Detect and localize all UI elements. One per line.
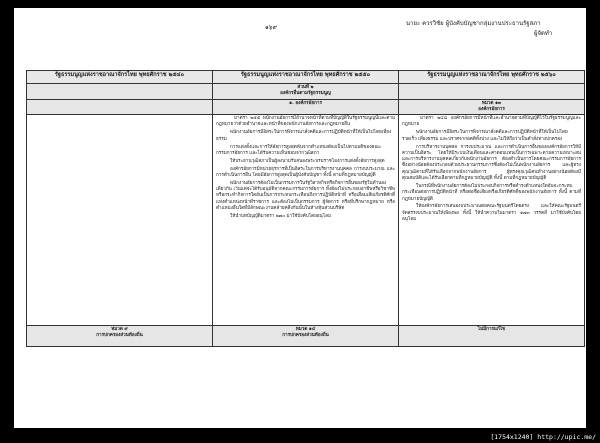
chapter-title: การปกครองส่วนท้องถิ่น xyxy=(96,333,143,339)
part-number: ส่วนที่ ๒ xyxy=(297,85,314,90)
chapter-title: องค์กรอัยการ xyxy=(478,106,505,112)
column-header-row xyxy=(27,71,585,84)
chapter-number: หมวด ๙ xyxy=(111,327,128,333)
part-title: องค์กรอื่นตามรัฐธรรมนูญ xyxy=(280,91,331,97)
document-page xyxy=(14,8,586,428)
paragraph: มาตรา ๒๕๕ พนักงานอัยการมีอำนาจหน้าที่ตามที่บัญญัติในรัฐธรรมนูญนี้และตามกฎหมายว่าด้วยอำนาจและหน้าที่ของพนักงานอัยการและกฎหมายอื่น xyxy=(216,116,395,128)
chapter-heading xyxy=(399,99,585,115)
author-role: ผู้จัดทำ xyxy=(534,30,553,37)
empty-cell xyxy=(399,84,585,100)
column-header-2540: รัฐธรรมนูญแห่งราชอาณาจักรไทย พุทธศักราช ๒๕๔๐ xyxy=(27,71,213,84)
part-heading xyxy=(213,84,399,100)
paragraph: ให้องค์กรอัยการเสนองบประมาณต่อคณะรัฐมนตรีโดยตรง และให้คณะรัฐมนตรีจัดสรรงบประมาณให้เพียงพอ ทั้งนี้ ให้นำความในมาตรา ๑๗๓ วรรคสี่ มาใช้บังคับโดยอนุโลม xyxy=(402,204,581,223)
author-name: นายะ ควรวิชัย ผู้บังคับบัญชากลุ่มงานประธานรัฐสภา xyxy=(406,20,541,27)
paragraph: การบริหารงานบุคคล การงบประมาณ และการดำเนินการอื่นขององค์กรอัยการให้มีความเป็นอิสระ โดยให้มีระบบเงินเดือนและค่าตอบแทนเป็นการเฉพาะตามความเหมาะสม และการบริหารงานบุคคลเกี่ยวกับพนักงานอัยการ ต้องดำเนินการโดยคณะกรรมการอัยการซึ่งอย่างน้อยต้องประกอบด้วยประธานกรรมการซึ่งต้องไม่เป็นพนักงานอัยการ และผู้ทรงคุณวุฒิตามที่ได้รับเลือกจากพนักงานอัยการ ผู้ทรงคุณวุฒิคนทำงานอย่างน้อยต้องมีคุณสมบัติและได้รับเลือกตามที่กฎหมายบัญญัติ ทั้งนี้ ตามที่กฎหมายบัญญัติ xyxy=(402,144,581,182)
footer-left xyxy=(27,326,213,347)
empty-cell xyxy=(27,84,213,100)
column-2560-body xyxy=(399,115,585,326)
sub-heading-row xyxy=(27,99,585,115)
paragraph: พนักงานอัยการมีอิสระในการพิจารณาสั่งคดีและการปฏิบัติหน้าที่ให้เป็นไปโดยเที่ยงธรรม xyxy=(216,130,392,142)
footer-right: ไม่มีการแก้ไข xyxy=(399,326,585,347)
paragraph: ในกรณีที่พนักงานอัยการต้องไม่ประกอบกิจการหรือดำรงตำแหน่งใดอันจะกระทบกระเทือนต่อการปฏิบัติหน้าที่ หรือต่อชื่อเสียงหรือเกียรติศักดิ์ของพนักงานอัยการ ทั้งนี้ ตามที่กฎหมายบัญญัติ xyxy=(402,183,581,202)
chapter-number: หมวด ๑๔ xyxy=(295,327,316,333)
column-header-2550: รัฐธรรมนูญแห่งราชอาณาจักรไทย พุทธศักราช ๒๕๕๐ xyxy=(213,71,399,84)
paragraph: ให้นำบทบัญญัติมาตรา ๒๗๐ มาใช้บังคับโดยอนุโลม xyxy=(230,213,331,219)
paragraph: การแต่งตั้งและการให้อัยการสูงสุดพ้นจากตำแหน่งต้องเป็นไปตามมติของคณะกรรมการอัยการ และได้รับความเห็นชอบจากวุฒิสภา xyxy=(216,144,382,156)
paragraph: ให้ประธานวุฒิสภาเป็นผู้ลงนามรับสนองพระบรมราชโองการแต่งตั้งอัยการสูงสุด xyxy=(230,158,385,164)
footer-mid xyxy=(213,326,399,347)
column-2540-body xyxy=(27,115,213,326)
author-block xyxy=(406,20,553,37)
paragraph: มาตรา ๒๔๘ องค์กรอัยการมีหน้าที่และอำนาจตามที่บัญญัติไว้ในรัฐธรรมนูญและกฎหมาย xyxy=(402,116,581,128)
body-row xyxy=(27,115,585,326)
part-row xyxy=(27,84,585,100)
comparison-table xyxy=(26,70,585,347)
chapter-number: หมวด ๑๓ xyxy=(481,100,502,106)
paragraph: พนักงานอัยการต้องไม่เป็นกรรมการในรัฐวิสาหกิจหรือกิจการอื่นของรัฐในทำนองเดียวกัน เว้นแต่จะได้รับอนุมัติจากคณะกรรมการอัยการ ทั้งต้องไม่ประกอบอาชีพหรือวิชาชีพ หรือกระทำกิจการใดอันเป็นการกระทบกระเทือนถึงการปฏิบัติหน้าที่ หรือเสื่อมเสียเกียรติศักดิ์แห่งตำแหน่งหน้าที่ราชการ และต้องไม่เป็นกรรมการ ผู้จัดการ หรือที่ปรึกษากฎหมาย หรือตำแหน่งอื่นใดที่มีลักษณะงานคล้ายคลึงกันนั้นในห้างหุ้นส่วนบริษัท xyxy=(216,180,395,212)
footer-row xyxy=(27,326,585,347)
image-credit: [1754x1240] http://upic.me/ xyxy=(490,433,596,441)
chapter-title: การปกครองส่วนท้องถิ่น xyxy=(282,333,329,339)
paragraph: พนักงานอัยการมีอิสระในการพิจารณาสั่งคดีและการปฏิบัติหน้าที่ให้เป็นไปโดยรวดเร็ว เที่ยงธรรม และปราศจากอคติทั้งปวง และไม่ให้ถือว่าเป็นคำสั่งทางปกครอง xyxy=(402,130,568,142)
column-header-2560: รัฐธรรมนูญแห่งราชอาณาจักรไทย พุทธศักราช ๒๕๖๐ xyxy=(399,71,585,84)
paragraph: องค์กรอัยการมีหน่วยธุรการที่เป็นอิสระในการบริหารงานบุคคล การงบประมาณ และการดำเนินการอื่น โดยมีอัยการสูงสุดเป็นผู้บังคับบัญชา ทั้งนี้ ตามที่กฎหมายบัญญัติ xyxy=(216,166,395,178)
column-2550-body xyxy=(213,115,399,326)
page-number: ๑๖๙ xyxy=(265,24,278,31)
empty-cell xyxy=(27,99,213,115)
sub-heading: ๑. องค์กรอัยการ xyxy=(213,99,399,115)
